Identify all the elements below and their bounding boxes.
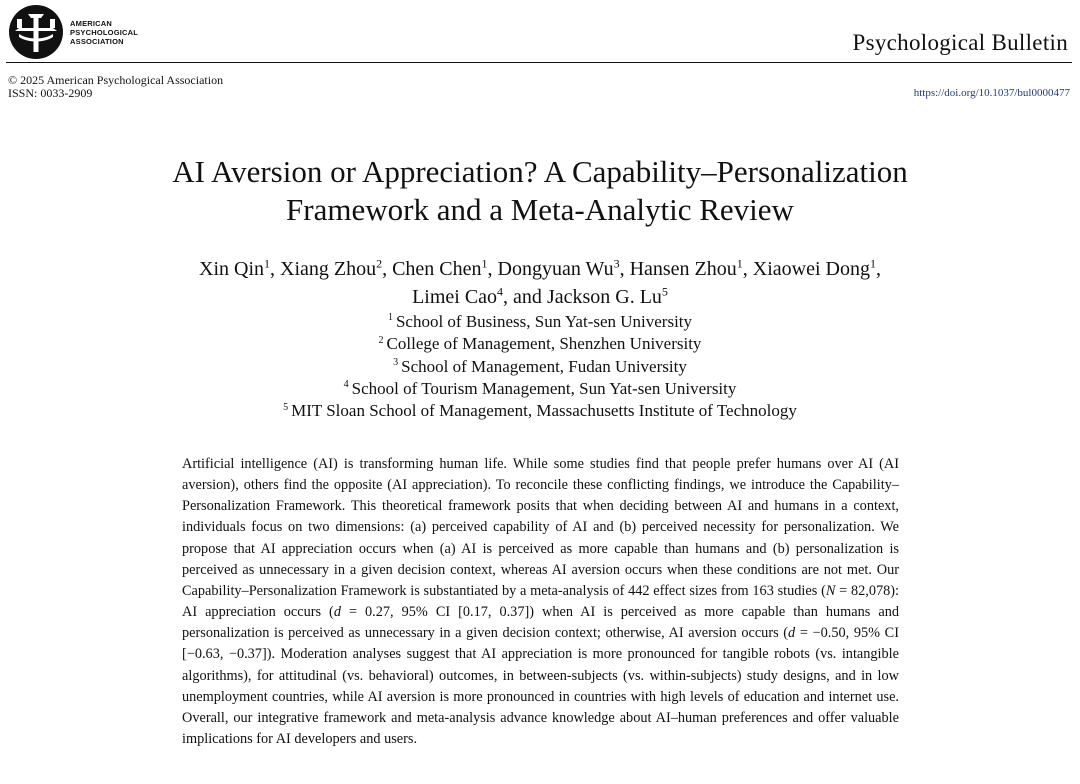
affiliation-item [0,378,1080,400]
affiliation-item [0,311,1080,333]
author-affiliation-mark: 1 [869,256,876,271]
author-list [0,255,1080,311]
author-name: Limei Cao [412,286,498,308]
apa-logo [8,4,138,60]
abstract-text-2: = 82,078): AI appreciation occurs ( [182,582,900,621]
abstract-text-4: = −0.50, 95% CI [−0.63, −0.37]). Moderation analyses suggest that AI appreciation is more pronounced for tangible robots (vs. intangible algorithms), for attitudinal (vs. behavioral) outcomes, in between-subjects (vs. within-subjects) study designs, and in low unemployment countries, while AI aversion is more pronounced in countries with high levels of education and internet use. Overall, our integrative framework and meta-analysis advance knowledge about AI–human preferences and offer valuable implications for AI developers and users. [182,625,899,748]
affiliation-number: 1 [387,312,393,324]
affiliation-number: 4 [343,379,349,391]
author-name: Dongyuan Wu [497,258,614,280]
affiliation-item [0,333,1080,355]
author-name: Chen Chen [392,258,482,280]
journal-name: Psychological Bulletin [852,30,1068,55]
author-affiliation-mark: 5 [661,284,668,299]
author-name: Xiang Zhou [280,258,377,280]
author-separator: , [487,258,498,280]
author-separator: , [382,258,393,280]
affiliation-text: School of Tourism Management, Sun Yat-sen University [351,378,737,398]
abstract-n-variable: N [825,582,836,599]
logo-line-2: PSYCHOLOGICAL [70,27,139,37]
affiliation-text: College of Management, Shenzhen University [386,334,702,354]
author-separator: , [619,258,630,280]
affiliation-number: 2 [378,334,384,346]
title-line-2: Framework and a Meta-Analytic Review [286,192,794,227]
header-rule [6,62,1072,63]
logo-line-1: AMERICAN [70,18,113,28]
author-affiliation-mark: 3 [613,256,620,271]
abstract [182,454,899,750]
abstract-text-3: = 0.27, 95% CI [0.17, 0.37]) when AI is perceived as more capable than humans and personalization is perceived as unnecessary in a given decision context; otherwise, AI aversion occurs ( [182,604,899,642]
affiliation-list [0,311,1080,422]
author-affiliation-mark: 1 [264,256,270,271]
author-affiliation-mark: 2 [376,256,383,271]
affiliation-text: School of Management, Fudan University [401,356,687,376]
author-line-1 [0,255,1080,283]
author-separator: , and [503,286,547,308]
author-affiliation-mark: 1 [736,256,743,271]
doi-link[interactable]: https://doi.org/10.1037/bul0000477 [913,87,1070,99]
author-affiliation-mark: 4 [497,284,504,299]
author-separator: , [270,258,280,280]
author-name: Jackson G. Lu [546,286,662,308]
author-separator: , [742,258,753,280]
affiliation-number: 3 [393,356,399,368]
apa-logo-icon [8,4,64,60]
abstract-text-1: Artificial intelligence (AI) is transforming human life. While some studies find that people prefer humans over AI (AI aversion), others find the opposite (AI appreciation). To reconcile these conflicting findings, we introduce the Capability–Personalization Framework. This theoretical framework posits that when deciding between AI and humans in a context, individuals focus on two dimensions: (a) perceived capability of AI and (b) perceived necessity for personalization. We propose that AI appreciation occurs when (a) AI is perceived as more capable than humans and (b) personalization is perceived as unnecessary in a given decision context, whereas AI aversion occurs when these conditions are not met. Our Capability–Personalization Framework is substantiated by a meta-analysis of 442 effect sizes from 163 studies ( [182,456,899,599]
author-affiliation-mark: 1 [481,256,488,271]
author-line-2 [0,283,1080,311]
publication-meta [8,74,223,100]
abstract-d-variable: d [788,625,796,642]
affiliation-item [0,356,1080,378]
title-line-1: AI Aversion or Appreciation? A Capability–Personalization [172,154,908,189]
affiliation-text: MIT Sloan School of Management, Massachusetts Institute of Technology [291,401,797,421]
abstract-d-variable: d [333,604,341,621]
apa-logo-wordmark [70,19,138,46]
affiliation-item [0,400,1080,422]
copyright-line: © 2025 American Psychological Association [8,73,224,87]
logo-line-3: ASSOCIATION [70,36,124,46]
author-name: Xin Qin [199,258,264,280]
article-title [0,153,1080,229]
issn-line: ISSN: 0033-2909 [8,86,93,100]
affiliation-text: School of Business, Sun Yat-sen University [395,312,693,331]
author-separator: , [875,258,881,280]
author-name: Hansen Zhou [629,258,737,280]
author-name: Xiaowei Dong [752,258,870,280]
page-header [8,4,1072,64]
affiliation-number: 5 [283,401,289,413]
